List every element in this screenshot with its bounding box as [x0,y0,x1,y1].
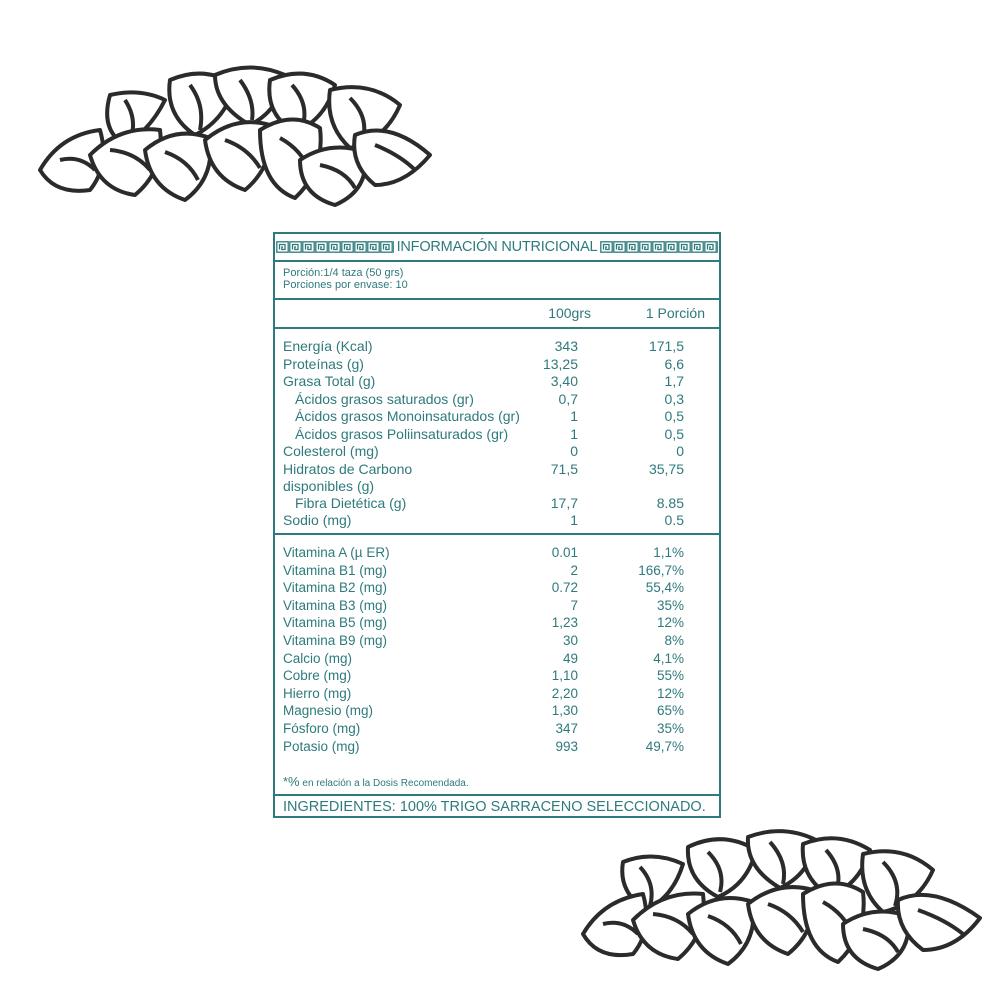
micronutrient-label: Vitamina B3 (mg) [283,597,388,613]
micronutrient-value-portion: 55% [656,668,684,684]
micronutrient-value-100g: 7 [570,597,578,613]
nutrient-value-100g: 1 [570,512,578,528]
nutrient-row [275,426,719,444]
micronutrient-row [275,739,719,757]
nutrient-label: Energía (Kcal) [283,338,373,354]
micronutrient-label: Fósforo (mg) [283,720,361,736]
micronutrient-value-100g: 1,10 [551,668,578,684]
nutrient-label-line1: Hidratos de Carbono [283,460,413,477]
nutrient-value-portion: 0.5 [664,512,684,528]
micronutrient-label: Vitamina B2 (mg) [283,580,388,596]
micronutrient-row [275,686,719,704]
micronutrient-value-portion: 12% [656,615,684,631]
micronutrient-row [275,545,719,563]
nutrient-row [275,512,719,530]
nutrient-value-100g: 1 [570,408,578,424]
nutrient-value-portion: 0,3 [664,390,684,407]
buckwheat-seeds-bottom-illustration [578,822,988,982]
column-header-100g: 100grs [548,305,591,321]
nutrient-value-portion: 0,5 [664,408,684,424]
micronutrient-value-100g: 0.72 [551,580,578,596]
micronutrient-value-100g: 993 [555,738,578,754]
micronutrient-value-portion: 49,7% [645,738,684,754]
greek-key-border-right [600,241,718,253]
micronutrient-row [275,703,719,721]
micronutrient-value-portion: 35% [656,720,684,736]
micronutrient-value-portion: 65% [656,703,684,719]
nutrient-label-line2: disponibles (g) [283,477,375,494]
nutrient-row [275,373,719,391]
micronutrient-label: Cobre (mg) [283,668,352,684]
nutrient-label: Grasa Total (g) [283,373,376,389]
micronutrient-row [275,721,719,739]
nutrient-row [275,461,719,495]
nutrient-value-portion: 6,6 [664,355,684,372]
micronutrient-value-portion: 1,1% [653,545,684,560]
nutrient-value-100g: 13,25 [542,355,578,372]
nutrient-value-100g: 343 [554,338,578,354]
micronutrient-value-100g: 49 [562,650,578,666]
nutrient-value-portion: 0,5 [664,425,684,442]
nutrient-row [275,338,719,356]
column-headers [275,300,719,329]
nutrient-value-100g: 71,5 [550,460,578,477]
nutrient-value-portion: 171,5 [648,338,684,354]
nutrient-label: Ácidos grasos saturados (gr) [295,390,474,407]
nutrient-row [275,495,719,513]
servings-per-container: Porciones por envase: 10 [283,279,408,291]
footnote-text: en relación a la Dosis Recomendada. [302,778,469,789]
label-header [275,234,719,262]
micronutrient-row [275,651,719,669]
micronutrient-label: Vitamina B1 (mg) [283,562,388,578]
micronutrient-row [275,580,719,598]
label-title: INFORMACIÓN NUTRICIONAL [396,239,598,255]
nutrition-label [273,232,721,818]
micronutrient-label: Magnesio (mg) [283,703,374,719]
nutrient-value-100g: 0 [570,443,578,459]
nutrient-label: Colesterol (mg) [283,443,379,459]
nutrient-row [275,356,719,374]
micronutrient-value-portion: 4,1% [653,650,684,666]
buckwheat-seeds-top-illustration [30,60,440,220]
micronutrient-label: Calcio (mg) [283,650,353,666]
nutrients-section [275,329,719,535]
serving-size: Porción:1/4 taza (50 grs) [283,267,404,279]
micronutrient-value-portion: 55,4% [645,580,684,596]
micronutrient-value-100g: 30 [562,632,578,648]
serving-info [275,262,719,300]
nutrient-label: Ácidos grasos Monoinsaturados (gr) [295,408,520,424]
micronutrient-value-100g: 0.01 [551,545,578,560]
micronutrient-value-100g: 1,30 [551,703,578,719]
nutrient-label [283,461,412,495]
micronutrient-value-100g: 1,23 [551,615,578,631]
footnote-mark: *% [283,774,300,789]
micronutrients-section [275,535,719,756]
micronutrient-value-portion: 166,7% [638,562,684,578]
micronutrient-label: Vitamina B5 (mg) [283,615,388,631]
nutrient-row [275,408,719,426]
micronutrient-row [275,598,719,616]
nutrient-value-portion: 8.85 [656,494,684,511]
nutrient-label: Ácidos grasos Poliinsaturados (gr) [295,425,509,442]
micronutrient-label: Vitamina A (µ ER) [283,545,390,560]
micronutrient-value-portion: 12% [656,685,684,701]
greek-key-border-left [276,241,394,253]
nutrient-label: Proteínas (g) [283,355,364,372]
column-header-portion: 1 Porción [645,305,705,321]
micronutrient-value-100g: 347 [555,720,578,736]
nutrient-value-portion: 0 [676,443,684,459]
nutrient-label: Sodio (mg) [283,512,352,528]
micronutrient-label: Vitamina B9 (mg) [283,632,388,648]
micronutrient-row [275,563,719,581]
nutrient-label: Fibra Dietética (g) [295,494,407,511]
nutrient-value-100g: 1 [570,425,578,442]
micronutrient-value-100g: 2,20 [551,685,578,701]
micronutrient-value-100g: 2 [570,562,578,578]
micronutrient-row [275,633,719,651]
nutrient-row [275,391,719,409]
nutrient-value-100g: 17,7 [550,494,578,511]
ingredients-line: INGREDIENTES: 100% TRIGO SARRACENO SELECCIONADO. [275,794,719,818]
micronutrient-label: Hierro (mg) [283,685,352,701]
micronutrient-row [275,668,719,686]
footnote [283,774,469,789]
nutrient-value-portion: 1,7 [664,373,684,389]
nutrient-value-100g: 0,7 [558,390,578,407]
nutrient-value-portion: 35,75 [648,460,684,477]
micronutrient-row [275,615,719,633]
micronutrient-value-portion: 8% [664,632,684,648]
nutrient-value-100g: 3,40 [550,373,578,389]
nutrient-row [275,443,719,461]
micronutrient-label: Potasio (mg) [283,738,360,754]
micronutrient-value-portion: 35% [656,597,684,613]
